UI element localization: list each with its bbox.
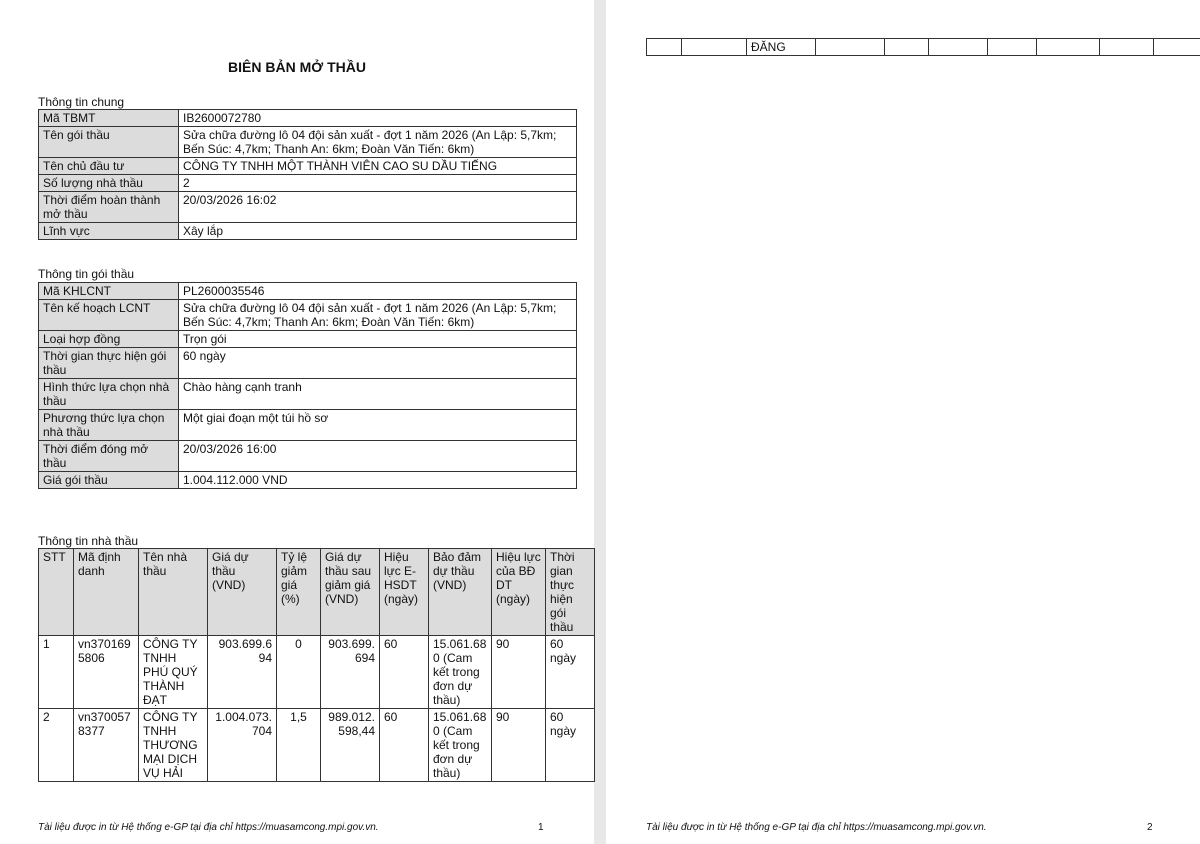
name-cell: CÔNG TY TNHH THƯƠNG MẠI DỊCH VỤ HẢI: [139, 709, 208, 782]
table-row: [39, 127, 577, 158]
row-label: Giá gói thầu: [39, 472, 179, 489]
table-header-row: [39, 549, 595, 636]
table-row: [39, 223, 577, 240]
row-value: 1.004.112.000 VND: [179, 472, 577, 489]
row-value: Chào hàng cạnh tranh: [179, 379, 577, 410]
table-cell: [1037, 39, 1100, 56]
table-cell: [682, 39, 747, 56]
column-header: Mã định danh: [74, 549, 139, 636]
table-cell: [816, 39, 885, 56]
table-cell: [647, 39, 682, 56]
guarantee-cell: 15.061.680 (Cam kết trong đơn dự thầu): [429, 636, 492, 709]
row-label: Mã TBMT: [39, 110, 179, 127]
table-row: [647, 39, 1200, 56]
general-info-heading: Thông tin chung: [38, 95, 125, 109]
row-value: Một giai đoạn một túi hồ sơ: [179, 410, 577, 441]
row-value: 60 ngày: [179, 348, 577, 379]
column-header: Tỷ lệ giảm giá (%): [277, 549, 321, 636]
column-header: Giá dự thầu (VND): [208, 549, 277, 636]
row-label: Thời gian thực hiện gói thầu: [39, 348, 179, 379]
row-value: IB2600072780: [179, 110, 577, 127]
row-label: Loại hợp đồng: [39, 331, 179, 348]
row-value: Xây lắp: [179, 223, 577, 240]
row-label: Tên chủ đầu tư: [39, 158, 179, 175]
stt-cell: 1: [39, 636, 74, 709]
package-info-heading: Thông tin gói thầu: [38, 267, 135, 281]
price-cell: 903.699.694: [208, 636, 277, 709]
general-info-table: [38, 109, 577, 240]
duration-cell: 60 ngày: [546, 709, 595, 782]
bidder-table: [38, 548, 595, 782]
table-row: [39, 410, 577, 441]
price-after-cell: 989.012.598,44: [321, 709, 380, 782]
row-label: Phương thức lựa chọn nhà thầu: [39, 410, 179, 441]
row-label: Mã KHLCNT: [39, 283, 179, 300]
table-row: [39, 175, 577, 192]
page-footer-text: Tài liệu được in từ Hệ thống e-GP tại địa chỉ https://muasamcong.mpi.gov.vn.: [646, 822, 987, 833]
row-label: Hình thức lựa chọn nhà thầu: [39, 379, 179, 410]
package-info-table: [38, 282, 577, 489]
document-title: BIÊN BẢN MỞ THẦU: [228, 59, 366, 75]
name-cell: CÔNG TY TNHH PHÚ QUÝ THÀNH ĐẠT: [139, 636, 208, 709]
table-cell: [1100, 39, 1154, 56]
table-row: [39, 300, 577, 331]
table-cell: [988, 39, 1037, 56]
price-cell: 1.004.073.704: [208, 709, 277, 782]
bidder-info-heading: Thông tin nhà thầu: [38, 534, 139, 548]
table-row: [39, 709, 595, 782]
stt-cell: 2: [39, 709, 74, 782]
column-header: Tên nhà thầu: [139, 549, 208, 636]
table-cell: [885, 39, 929, 56]
validity-cell: 60: [380, 709, 429, 782]
discount-cell: 1,5: [277, 709, 321, 782]
row-value: Sửa chữa đường lô 04 đội sản xuất - đợt 1 năm 2026 (An Lập: 5,7km; Bến Súc: 4,7km; Thanh An: 6km; Đoàn Văn Tiến: 6km): [179, 300, 577, 331]
table-row: [39, 192, 577, 223]
row-label: Tên gói thầu: [39, 127, 179, 158]
continued-table: [646, 38, 1200, 56]
table-row: [39, 158, 577, 175]
row-value: PL2600035546: [179, 283, 577, 300]
validity-cell: 60: [380, 636, 429, 709]
row-value: 20/03/2026 16:00: [179, 441, 577, 472]
column-header: Hiệu lực E-HSDT (ngày): [380, 549, 429, 636]
guarantee-cell: 15.061.680 (Cam kết trong đơn dự thầu): [429, 709, 492, 782]
column-header: Giá dự thầu sau giảm giá (VND): [321, 549, 380, 636]
table-row: [39, 472, 577, 489]
column-header: Hiệu lực của BĐ DT (ngày): [492, 549, 546, 636]
table-row: [39, 348, 577, 379]
document-page-1: [0, 0, 594, 844]
row-value: Trọn gói: [179, 331, 577, 348]
table-cell: [929, 39, 988, 56]
row-value: Sửa chữa đường lô 04 đội sản xuất - đợt 1 năm 2026 (An Lập: 5,7km; Bến Súc: 4,7km; Thanh An: 6km; Đoàn Văn Tiến: 6km): [179, 127, 577, 158]
page-number: 1: [538, 822, 544, 833]
table-row: [39, 110, 577, 127]
row-value: 2: [179, 175, 577, 192]
document-page-2: [606, 0, 1200, 844]
row-label: Số lượng nhà thầu: [39, 175, 179, 192]
row-value: CÔNG TY TNHH MỘT THÀNH VIÊN CAO SU DẦU TIẾNG: [179, 158, 577, 175]
id-cell: vn3701695806: [74, 636, 139, 709]
page-number: 2: [1147, 822, 1153, 833]
table-cell: [1154, 39, 1200, 56]
guarantee-validity-cell: 90: [492, 709, 546, 782]
row-label: Lĩnh vực: [39, 223, 179, 240]
table-row: [39, 283, 577, 300]
table-row: [39, 379, 577, 410]
price-after-cell: 903.699.694: [321, 636, 380, 709]
table-row: [39, 331, 577, 348]
table-cell: ĐĂNG: [747, 39, 816, 56]
duration-cell: 60 ngày: [546, 636, 595, 709]
guarantee-validity-cell: 90: [492, 636, 546, 709]
column-header: Thời gian thực hiện gói thầu: [546, 549, 595, 636]
row-label: Thời điểm hoàn thành mở thầu: [39, 192, 179, 223]
page-footer-text: Tài liệu được in từ Hệ thống e-GP tại địa chỉ https://muasamcong.mpi.gov.vn.: [38, 822, 379, 833]
table-row: [39, 441, 577, 472]
row-label: Tên kế hoạch LCNT: [39, 300, 179, 331]
table-row: [39, 636, 595, 709]
row-label: Thời điểm đóng mở thầu: [39, 441, 179, 472]
id-cell: vn3700578377: [74, 709, 139, 782]
column-header: Bảo đảm dự thầu (VND): [429, 549, 492, 636]
discount-cell: 0: [277, 636, 321, 709]
column-header: STT: [39, 549, 74, 636]
row-value: 20/03/2026 16:02: [179, 192, 577, 223]
